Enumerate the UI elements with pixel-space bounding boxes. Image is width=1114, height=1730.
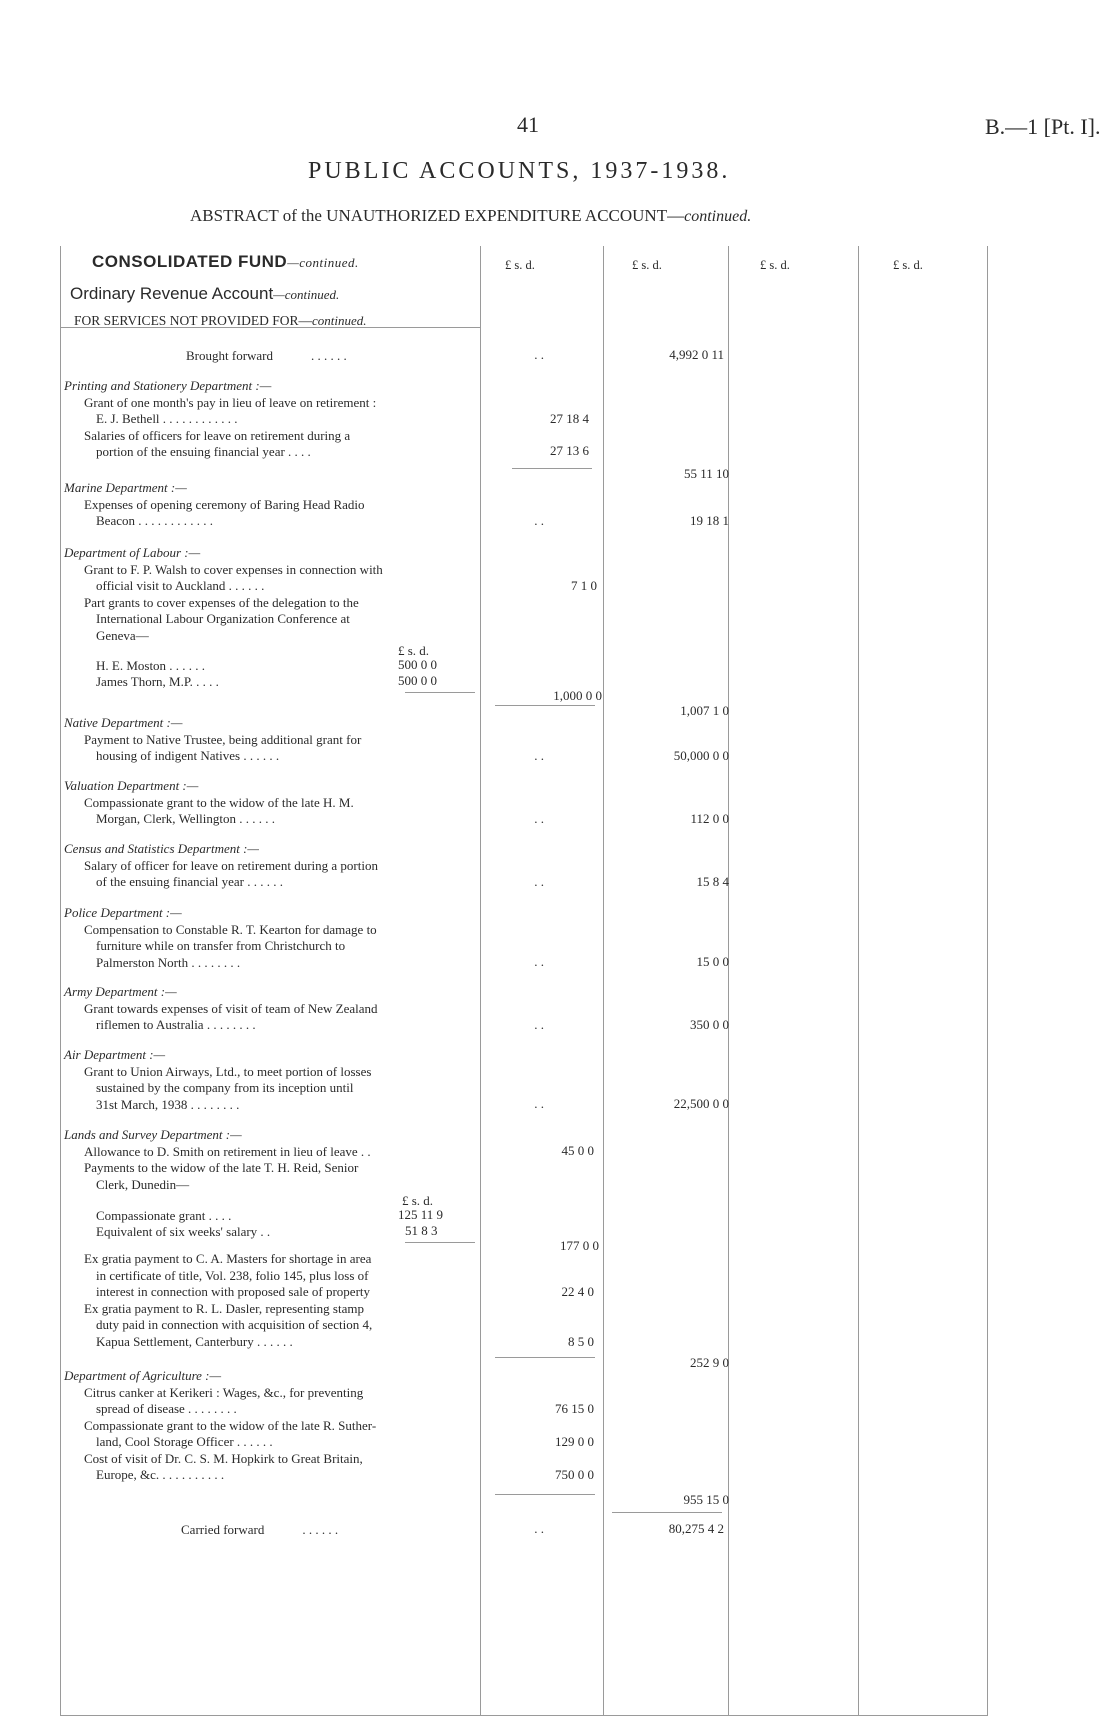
account-heading-text: Ordinary Revenue Account [70, 284, 274, 303]
entry-line: Grant towards expenses of visit of team of New Zealand [84, 1000, 378, 1016]
page-reference: B.—1 [Pt. I]. [985, 114, 1101, 139]
subtotal-rule [612, 1512, 722, 1513]
carried-forward-total: 80,275 4 2 [668, 1521, 724, 1536]
entry-line: Payments to the widow of the late T. H. Reid, Senior [84, 1160, 359, 1175]
fund-heading-continued: —continued. [287, 255, 359, 270]
department-name: Printing and Stationery Department :— [64, 378, 272, 393]
subtotal-rule [495, 1494, 595, 1495]
amount-col1: 7 1 0 [571, 578, 597, 593]
table-rule [858, 246, 859, 1716]
amount-col2: 55 11 10 [683, 466, 729, 481]
amount-col2: 19 18 1 [690, 513, 729, 528]
amount-col2: 350 0 0 [690, 1017, 729, 1032]
entry-line: Grant of one month's pay in lieu of leave on retirement : [84, 394, 377, 410]
table-rule [987, 246, 988, 1716]
amount-col1: 22 4 0 [561, 1284, 594, 1299]
department-name: Census and Statistics Department :— [64, 841, 259, 856]
air-entry [64, 1047, 468, 1113]
entry-line: Palmerston North . . . . . . . . [96, 954, 241, 970]
sub-amount: 500 0 0 [398, 673, 437, 688]
department-name: Lands and Survey Department :— [64, 1127, 242, 1142]
labour-entry [64, 545, 468, 644]
native-entry [64, 715, 468, 765]
entry-line: Equivalent of six weeks' salary . . [96, 1224, 271, 1239]
amount-col1: . . [534, 1096, 544, 1111]
carried-forward-col1: . . [534, 1521, 544, 1536]
account-heading-continued: —continued. [273, 287, 340, 302]
entry-line: Allowance to D. Smith on retirement in lieu of leave . . [84, 1143, 371, 1159]
leader-dots: . . . . . . [302, 1522, 339, 1537]
entry-line: Compensation to Constable R. T. Kearton for damage to [84, 921, 377, 937]
amount-col1: 750 0 0 [555, 1467, 594, 1482]
entry-line: Beacon . . . . . . . . . . . . [96, 513, 213, 528]
amount-col1: 1,000 0 0 [553, 688, 602, 703]
department-name: Valuation Department :— [64, 778, 199, 793]
amount-col2: 955 15 0 [683, 1492, 729, 1507]
subtotal-rule [405, 692, 475, 693]
lands-entry [64, 1127, 468, 1193]
amount-col2: 1,007 1 0 [680, 703, 729, 718]
subtotal-rule [512, 468, 592, 469]
department-name: Department of Agriculture :— [64, 1368, 222, 1383]
amount-col2: 15 8 4 [696, 874, 729, 889]
entry-line: furniture while on transfer from Christchurch to [96, 938, 346, 953]
amount-col1: 27 18 4 [550, 411, 589, 426]
sub-amount: 51 8 3 [405, 1223, 438, 1238]
entry-line: duty paid in connection with acquisition of section 4, [96, 1317, 373, 1332]
marine-entry [64, 480, 468, 530]
column-header-1: £ s. d. [505, 258, 535, 272]
entry-line: Salary of officer for leave on retirement during a portion [84, 857, 378, 873]
entry-line: Europe, &c. . . . . . . . . . . [96, 1467, 225, 1482]
entry-line: Ex gratia payment to R. L. Dasler, representing stamp [84, 1300, 364, 1316]
table-rule [60, 246, 61, 1716]
brought-forward-total: 4,992 0 11 [669, 347, 724, 362]
amount-col1: . . [534, 1017, 544, 1032]
entry-line: Kapua Settlement, Canterbury . . . . . . [96, 1333, 293, 1349]
services-heading [74, 313, 366, 329]
subcolumn-header: £ s. d. [402, 1193, 434, 1208]
page-subtitle [190, 206, 751, 226]
census-entry [64, 841, 468, 891]
column-header-2: £ s. d. [632, 258, 662, 272]
entry-line: Grant to Union Airways, Ltd., to meet portion of losses [84, 1063, 372, 1079]
amount-col2: 22,500 0 0 [673, 1096, 729, 1111]
army-entry [64, 984, 468, 1034]
department-name: Native Department :— [64, 715, 183, 730]
subtitle-continued: continued. [684, 208, 752, 225]
table-rule [480, 246, 481, 1716]
entry-line: H. E. Moston . . . . . . [96, 658, 206, 673]
leader-dots: . . . . . . [311, 348, 347, 363]
subtotal-rule [495, 705, 595, 706]
entry-line: sustained by the company from its inception until [96, 1080, 354, 1095]
entry-line: Compassionate grant to the widow of the late H. M. [84, 794, 354, 810]
entry-line: Salaries of officers for leave on retirement during a [84, 427, 351, 443]
agriculture-entry [64, 1368, 468, 1484]
entry-line: Cost of visit of Dr. C. S. M. Hopkirk to Great Britain, [84, 1450, 363, 1466]
carried-forward-label [181, 1521, 338, 1538]
entry-line: Citrus canker at Kerikeri : Wages, &c., for preventing [84, 1384, 364, 1400]
entry-line: Geneva— [96, 627, 149, 643]
brought-forward-text: Brought forward [186, 348, 274, 363]
entry-line: James Thorn, M.P. . . . . [96, 674, 219, 689]
amount-col2: 112 0 0 [690, 811, 729, 826]
amount-col1: . . [534, 811, 544, 826]
table-rule [60, 1715, 987, 1716]
fund-heading-text: CONSOLIDATED FUND [92, 252, 288, 271]
entry-line: Payment to Native Trustee, being additional grant for [84, 731, 362, 747]
entry-line: of the ensuing financial year . . . . . . [96, 874, 283, 889]
amount-col1: . . [534, 954, 544, 969]
amount-col1: . . [534, 748, 544, 763]
subtotal-rule [405, 1242, 475, 1243]
brought-forward-col1: . . [534, 347, 544, 362]
entry-line: portion of the ensuing financial year . . . . [96, 444, 311, 459]
police-entry [64, 905, 468, 971]
valuation-entry [64, 778, 468, 828]
sub-amount: 500 0 0 [398, 657, 437, 672]
services-heading-continued: continued. [311, 313, 367, 328]
entry-line: riflemen to Australia . . . . . . . . [96, 1017, 256, 1032]
entry-line: spread of disease . . . . . . . . [96, 1401, 237, 1416]
department-name: Police Department :— [64, 905, 182, 920]
account-heading [70, 284, 339, 304]
subtotal-rule [495, 1357, 595, 1358]
entry-line: in certificate of title, Vol. 238, folio 145, plus loss of [96, 1267, 369, 1283]
printing-entry [64, 378, 468, 461]
entry-line: Morgan, Clerk, Wellington . . . . . . [96, 811, 276, 826]
entry-line: Expenses of opening ceremony of Baring Head Radio [84, 496, 365, 512]
entry-line: Clerk, Dunedin— [96, 1176, 190, 1192]
table-rule [603, 246, 604, 1716]
entry-line: Grant to F. P. Walsh to cover expenses in connection with [84, 561, 383, 577]
amount-col2: 15 0 0 [696, 954, 729, 969]
amount-col2: 50,000 0 0 [673, 748, 729, 763]
amount-col1: 45 0 0 [561, 1143, 594, 1158]
amount-col1: 27 13 6 [550, 443, 589, 458]
amount-col1: . . [534, 874, 544, 889]
page-title: PUBLIC ACCOUNTS, 1937-1938. [308, 158, 731, 184]
amount-col1: 8 5 0 [568, 1334, 594, 1349]
sub-amount: 125 11 9 [398, 1207, 444, 1222]
entry-line: land, Cool Storage Officer . . . . . . [96, 1434, 273, 1449]
entry-line: housing of indigent Natives . . . . . . [96, 748, 280, 763]
services-heading-text: FOR SERVICES NOT PROVIDED FOR— [74, 313, 312, 328]
entry-line: International Labour Organization Conference at [96, 611, 350, 626]
department-name: Department of Labour :— [64, 545, 201, 560]
amount-col1: 177 0 0 [560, 1238, 599, 1253]
amount-col1: 76 15 0 [555, 1401, 594, 1416]
subcolumn-header: £ s. d. [398, 643, 430, 658]
entry-line: Part grants to cover expenses of the delegation to the [84, 594, 359, 610]
department-name: Army Department :— [64, 984, 177, 999]
lands-entry-continued [68, 1251, 468, 1350]
brought-forward-label [186, 347, 347, 364]
subtitle-text: ABSTRACT of the UNAUTHORIZED EXPENDITURE ACCOUNT— [190, 206, 685, 225]
column-header-4: £ s. d. [893, 258, 923, 272]
amount-col2: 252 9 0 [690, 1355, 729, 1370]
amount-col1: 129 0 0 [555, 1434, 594, 1449]
entry-line: official visit to Auckland . . . . . . [96, 578, 265, 593]
column-header-3: £ s. d. [760, 258, 790, 272]
department-name: Air Department :— [64, 1047, 166, 1062]
department-name: Marine Department :— [64, 480, 187, 495]
entry-line: Ex gratia payment to C. A. Masters for shortage in area [84, 1251, 372, 1266]
entry-line: Compassionate grant to the widow of the late R. Suther- [84, 1417, 377, 1433]
fund-heading [92, 252, 359, 272]
entry-line: 31st March, 1938 . . . . . . . . [96, 1096, 240, 1112]
amount-col1: . . [534, 513, 544, 528]
page-number: 41 [517, 112, 539, 137]
entry-line: E. J. Bethell . . . . . . . . . . . . [96, 411, 238, 426]
carried-forward-text: Carried forward [181, 1522, 265, 1537]
entry-line: interest in connection with proposed sale of property [96, 1284, 371, 1299]
entry-line: Compassionate grant . . . . [96, 1208, 232, 1223]
